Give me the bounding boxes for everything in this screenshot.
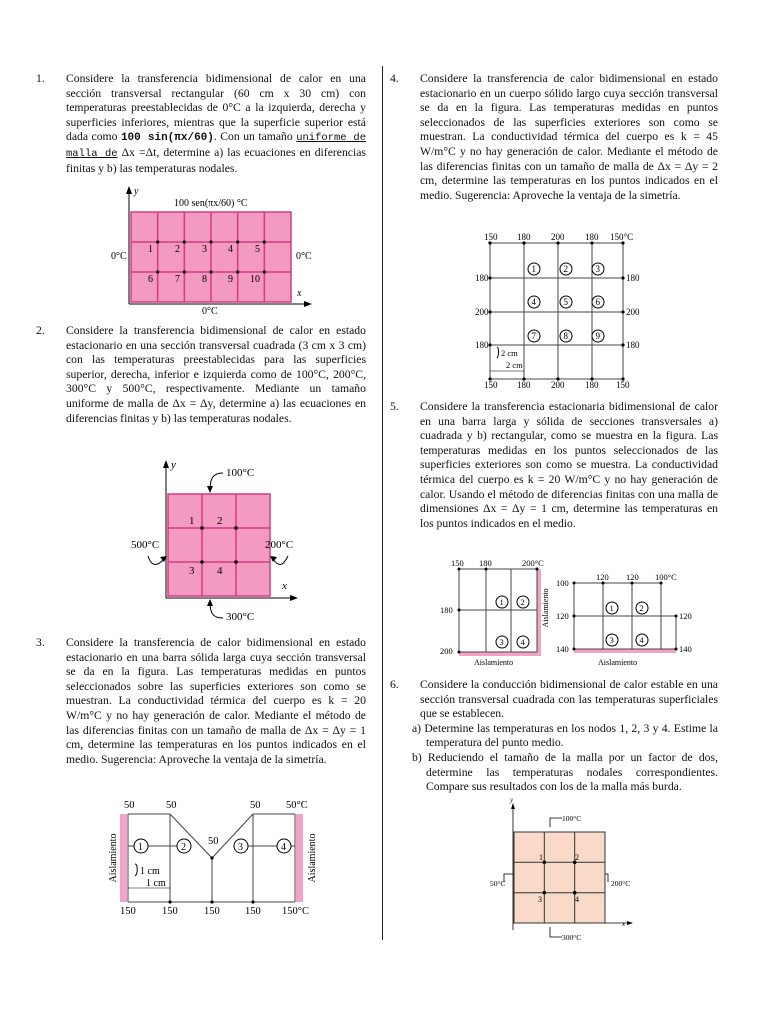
node-3: 3 [609,635,614,645]
figure-2 [128,456,308,626]
node-2: 2 [217,515,223,527]
column-divider [382,66,383,940]
right-insulation-label: Aislamiento [307,833,318,883]
left-label: 100 [556,578,569,588]
problem-text: Considere la transferencia bidimensional de calor en una sección transversal rectangular (60 cm x 30 cm) con temperaturas preestablecidas de 0°C a la izquierda, derecha y superficies inferiores, mientras que la superficie superior está dada como 100 sin(πx/60). Con un tamaño uniforme de malla de Δx =Δt, determine a) las ecuaciones en diferencias finitas y b) las temperaturas nodales. [66,72,367,175]
bottom-label: 150 [204,906,220,917]
mesh-size-label: 2 cm [501,348,518,358]
node-2: 2 [520,597,525,607]
problem-text: Considere la conducción bidimensional de calor estable en una sección transversal cuadrada con las temperaturas superficiales que se establecen. [420,678,718,721]
top-label: 200°C [522,558,544,568]
bottom-insulation-label: Aislamiento [598,658,638,667]
node-1: 1 [609,603,614,613]
bottom-insulation-label: Aislamiento [474,658,514,667]
node-1: 1 [189,515,195,527]
problem-1 [36,72,366,176]
bottom-label: 180 [585,380,599,390]
top-label: 50 [250,800,261,811]
node-1: 1 [531,264,536,274]
node-1: 1 [148,244,153,255]
node-9: 9 [228,274,233,285]
problem-text: Considere la transferencia de calor bidimensional en estado estacionario en un cuerpo sólido largo cuya sección transversal se da en la figura. Las temperaturas medidas en puntos seleccionados de las superficies exteriores son como se muestran. La conductividad térmica del cuerpo es k = 45 W/m°C y no hay generación de calor. Mediante el método de las diferencias finitas con un tamaño de malla de Δx = Δy = 2 cm, determine las temperaturas en los puntos indicados en el medio. Sugerencia: Aproveche la ventaja de la simetría. [420,72,718,202]
problem-2 [36,324,366,426]
mesh-size-label: 2 cm [506,360,523,370]
bottom-label: 200 [551,380,565,390]
bottom-label: 150 [245,906,261,917]
left-label: 140 [556,644,569,654]
node-8: 8 [202,274,207,285]
y-axis-label: y [171,459,176,471]
problem-number: 2. [36,324,45,337]
figure-6 [486,798,646,944]
problem-6 [390,678,718,795]
item-b: b) Reduciendo el tamaño de la malla por un factor de dos, determine las temperaturas nodales correspondientes. Compare sus resultados con los de la malla más burda. [412,750,718,794]
problem-number: 1. [36,72,45,85]
node-1: 1 [499,597,504,607]
node-4: 4 [531,297,536,307]
figure-3 [104,796,328,920]
mesh-size-label: 1 cm [140,866,160,877]
left-label: 180 [440,605,453,615]
node-4: 4 [575,895,579,904]
node-2: 2 [563,264,568,274]
left-label: 180 [475,273,489,283]
node-4: 4 [217,565,223,577]
problem-number: 6. [390,678,399,691]
node-2: 2 [575,853,579,862]
node-6: 6 [148,274,153,285]
node-2: 2 [181,842,186,853]
problem-items [412,722,718,795]
left-insulation-label: Aislamiento [108,833,119,883]
side-insulation-label: Aislamiento [541,588,550,628]
top-label: 50 [124,800,135,811]
left-boundary-label: 500°C [131,539,160,551]
problem-number: 5. [390,400,399,413]
top-label: 120 [596,572,609,582]
figure-5b [556,570,696,670]
y-axis-label: y [134,186,139,197]
right-boundary-label: 0°C [296,251,312,262]
right-label: 180 [626,273,640,283]
top-label: 150 [484,232,498,242]
right-label: 180 [626,340,640,350]
top-boundary-label: 100°C [226,467,255,479]
node-4: 4 [520,637,525,647]
node-7: 7 [531,331,536,341]
top-label: 50°C [286,800,308,811]
right-label: 200 [626,307,640,317]
bottom-label: 150 [120,906,136,917]
top-label: 180 [479,558,492,568]
bottom-label: 150 [162,906,178,917]
problem-text: Considere la transferencia de calor bidimensional en estado estacionario en una barra sólida larga cuya sección transversal se da en la figura. Las temperaturas medidas en puntos seleccionados sobre las superficies exteriores son como se muestran. La conductividad térmica del cuerpo es k = 20 W/m°C y no hay generación de calor. Mediante el método de las diferencias finitas con un tamaño de malla de Δx = Δy = 1 cm, determine las temperaturas en los puntos indicados en el medio. Sugerencia: Aproveche la ventaja de la simetría. [66,636,366,766]
top-label: 150 [451,558,464,568]
node-7: 7 [175,274,180,285]
item-a: a) Determine las temperaturas en los nodos 1, 2, 3 y 4. Estime la temperatura del punto medio. [412,721,718,750]
problem-number: 3. [36,636,45,649]
top-label: 100°C [655,572,677,582]
bottom-boundary-label: 300°C [226,611,255,623]
x-axis-label: x [622,920,626,928]
problem-4 [390,72,718,203]
problem-number: 4. [390,72,399,85]
top-label: 150°C [610,232,634,242]
top-label: 120 [626,572,639,582]
node-3: 3 [189,565,195,577]
bottom-label: 150 [484,380,498,390]
figure-4 [470,232,650,392]
node-1: 1 [138,842,143,853]
node-4: 4 [228,244,233,255]
node-1: 1 [539,853,543,862]
node-3: 3 [538,895,542,904]
formula: 100 sin(πx/60) [120,132,214,145]
node-9: 9 [595,331,600,341]
bottom-label: 150 [616,380,630,390]
top-label: 200 [551,232,565,242]
bottom-label: 180 [517,380,531,390]
left-label: 120 [556,611,569,621]
node-5: 5 [563,297,568,307]
right-boundary-label: 200°C [265,539,294,551]
top-label: 180 [517,232,531,242]
right-label: 140 [679,644,692,654]
node-4: 4 [639,635,644,645]
problem-text: Considere la transferencia estacionaria bidimensional de calor en una barra larga y sólida de secciones transversales a) cuadrada y b) rectangular, como se muestra en la figura. Las temperaturas medidas en los puntos seleccionados de las superficies exteriores son como se muestra. La conductividad térmica del cuerpo es k = 20 W/m°C y no hay generación de calor. Usando el método de diferencias finitas con una malla de dimensiones Δx = Δy = 1 cm, determine las temperaturas en los puntos indicados en el medio. [420,400,718,530]
x-axis-label: x [297,288,302,299]
problem-3 [36,636,366,767]
middle-label: 50 [208,836,219,847]
right-label: 120 [679,611,692,621]
node-8: 8 [563,331,568,341]
top-boundary-label: 100°C [562,814,582,823]
left-label: 200 [440,646,453,656]
mesh-size-label: 1 cm [146,878,166,889]
left-boundary-label: 50°C [490,879,506,888]
figure-1 [100,186,320,316]
node-2: 2 [175,244,180,255]
node-6: 6 [595,297,600,307]
left-label: 200 [475,307,489,317]
right-boundary-label: 200°C [611,879,631,888]
node-3: 3 [499,637,504,647]
bottom-boundary-label: 300°C [562,933,582,942]
node-3: 3 [202,244,207,255]
problem-text: Considere la transferencia bidimensional de calor en estado estacionario en una sección transversal cuadrada (3 cm x 3 cm) con las temperaturas preestablecidas para las superficies superior, derecha, inferior e izquierda como de 100°C, 200°C, 300°C y 500°C, respectivamente. Mediante un tamaño uniforme de malla de Δx = Δy, determine a) las ecuaciones en diferencias finitas y b) las temperaturas nodales. [66,324,366,425]
bottom-boundary-label: 0°C [202,306,218,317]
top-label: 50 [166,800,177,811]
figure-5a [436,558,556,670]
node-3: 3 [238,842,243,853]
problem-5 [390,400,718,531]
x-axis-label: x [282,580,287,592]
node-2: 2 [639,603,644,613]
node-10: 10 [250,274,260,285]
bottom-label: 150°C [282,906,309,917]
node-3: 3 [595,264,600,274]
left-boundary-label: 0°C [111,251,127,262]
left-label: 180 [475,340,489,350]
node-5: 5 [255,244,260,255]
y-axis-label: y [510,796,514,804]
top-boundary-label: 100 sen(πx/60) °C [174,198,248,209]
top-label: 180 [585,232,599,242]
node-4: 4 [281,842,286,853]
